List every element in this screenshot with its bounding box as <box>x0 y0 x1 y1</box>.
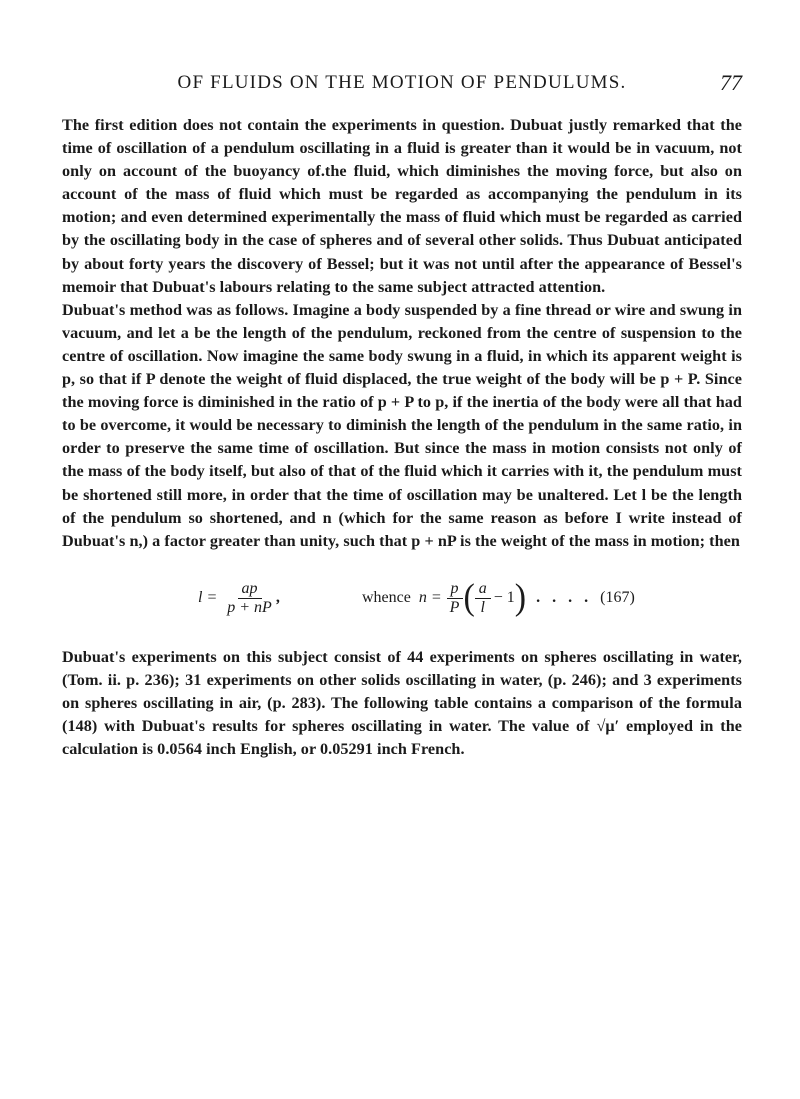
equation-lhs-label: l = <box>198 589 218 606</box>
fraction-p-numerator: p <box>447 580 463 599</box>
equation-rhs <box>362 576 635 620</box>
whence-label: whence <box>362 589 411 606</box>
fraction-a-over-l <box>475 580 491 617</box>
right-paren: ) <box>514 577 527 618</box>
paragraph-1: The first edition does not contain the experiments in question. Dubuat justly remarked that the time of oscillation of a pendulum oscillating in a fluid is greater than it would be in vacuum, not only on account of the buoyancy of.the fluid, which diminishes the moving force, but also on account of the mass of fluid which must be regarded as accompanying the pendulum in its motion; and even determined experimentally the mass of fluid which must be regarded as carried by the oscillating body in the case of spheres and of several other solids. Thus Dubuat anticipated by about forty years the discovery of Bessel; but it was not until after the appearance of Bessel's memoir that Dubuat's labours relating to the same subject attracted attention. <box>62 116 742 296</box>
paragraph-2: Dubuat's method was as follows. Imagine a body suspended by a fine thread or wire and swung in vacuum, and let a be the length of the pendulum, reckoned from the centre of suspension to the centre of oscillation. Now imagine the same body swung in a fluid, in which its apparent weight is p, so that if P denote the weight of fluid displaced, the true weight of the body will be p + P. Since the moving force is diminished in the ratio of p + P to p, if the inertia of the body were all that had to be overcome, it would be necessary to diminish the length of the pendulum in the same ratio, in order to preserve the same time of oscillation. But since the mass in motion consists not only of the mass of the body itself, but also of that of the fluid which it carries with it, the pendulum must be shortened still more, in order that the time of oscillation may be unaltered. Let l be the length of the pendulum so shortened, and n (which for the same reason as before I write instead of Dubuat's n,) a factor greater than unity, such that p + nP is the weight of the mass in motion; then <box>62 300 742 550</box>
equation-comma: , <box>275 589 280 606</box>
page-header <box>62 72 742 100</box>
fraction-l-denominator: l <box>480 598 485 616</box>
equation-number: (167) <box>600 589 635 606</box>
left-paren: ( <box>463 577 475 618</box>
equation-167 <box>62 576 742 624</box>
fraction-ap-denominator: p + nP <box>227 598 272 616</box>
fraction-ap-numerator: ap <box>238 580 262 599</box>
page-number: 77 <box>720 70 742 95</box>
paragraph-3: Dubuat's experiments on this subject consist of 44 experiments on spheres oscillating in water, (Tom. ii. p. 236); 31 experiments on other solids oscillating in water, (p. 246); and 3 experiments on spheres oscillating in air, (p. 283). The following table contains a comparison of the formula (148) with Dubuat's results for spheres oscillating in water. The value of √μ′ employed in the calculation is 0.0564 inch English, or 0.05291 inch French. <box>62 648 742 759</box>
fraction-a-numerator: a <box>475 580 491 599</box>
running-head: OF FLUIDS ON THE MOTION OF PENDULUMS. <box>177 72 627 93</box>
n-equals-label: n = <box>418 589 442 606</box>
equation-lhs <box>198 576 280 620</box>
fraction-ap <box>223 580 276 617</box>
equation-dots: . . . . <box>536 589 593 606</box>
fraction-p-over-P <box>446 580 464 617</box>
body-text <box>62 114 742 553</box>
fraction-P-denominator: P <box>449 598 460 616</box>
body-text-continued <box>62 646 742 761</box>
minus-one: − 1 <box>493 589 515 606</box>
